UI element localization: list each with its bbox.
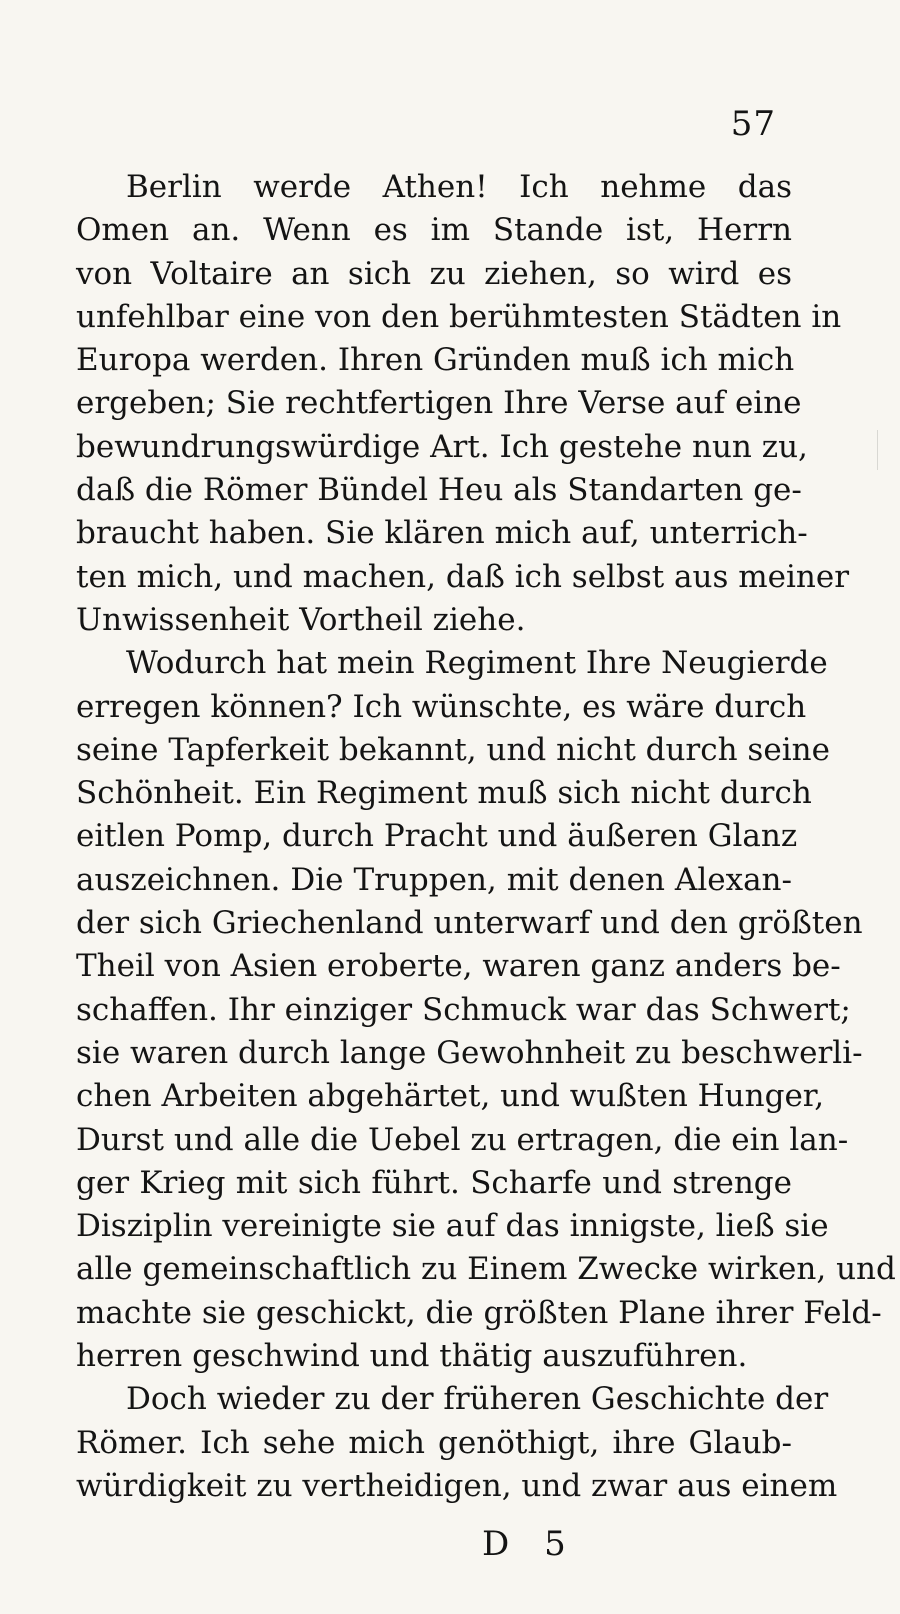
text-line: von Voltaire an sich zu ziehen, so wird es: [76, 255, 792, 292]
text-line: Römer. Ich sehe mich genöthigt, ihre Glaub-: [76, 1424, 792, 1461]
text-line: der sich Griechenland unterwarf und den größten: [76, 905, 863, 942]
text-line: würdigkeit zu vertheidigen, und zwar aus einem: [76, 1467, 838, 1504]
text-line: erregen können? Ich wünschte, es wäre durch: [76, 688, 807, 725]
page-text-block: [76, 166, 896, 1508]
text-line: braucht haben. Sie klären mich auf, unterrich-: [76, 515, 808, 552]
text-line: daß die Römer Bündel Heu als Standarten ge-: [76, 472, 802, 509]
signature-mark: D 5: [482, 1524, 578, 1564]
text-line: Wodurch hat mein Regiment Ihre Neugierde: [126, 645, 828, 682]
text-line: chen Arbeiten abgehärtet, und wußten Hunger,: [76, 1078, 825, 1115]
text-line: Durst und alle die Uebel zu ertragen, die ein lan-: [76, 1121, 849, 1158]
text-line: Disziplin vereinigte sie auf das innigste, ließ sie: [76, 1208, 829, 1245]
text-line: schaffen. Ihr einziger Schmuck war das Schwert;: [76, 991, 851, 1028]
text-line: Theil von Asien eroberte, waren ganz anders be-: [76, 948, 841, 985]
text-line: Europa werden. Ihren Gründen muß ich mich: [76, 342, 795, 379]
text-line: eitlen Pomp, durch Pracht und äußeren Glanz: [76, 818, 798, 855]
text-line: Doch wieder zu der früheren Geschichte der: [126, 1381, 829, 1418]
text-line: machte sie geschickt, die größten Plane ihrer Feld-: [76, 1294, 882, 1331]
text-line: alle gemeinschaftlich zu Einem Zwecke wirken, und: [76, 1251, 896, 1288]
text-line: unfehlbar eine von den berühmtesten Städten in: [76, 298, 842, 335]
text-line: sie waren durch lange Gewohnheit zu beschwerli-: [76, 1034, 863, 1071]
text-line: ergeben; Sie rechtfertigen Ihre Verse auf eine: [76, 385, 802, 422]
text-line: Schönheit. Ein Regiment muß sich nicht durch: [76, 775, 812, 812]
text-line: Berlin werde Athen! Ich nehme das: [126, 169, 792, 205]
text-line: herren geschwind und thätig auszuführen.: [76, 1338, 748, 1375]
text-line: ger Krieg mit sich führt. Scharfe und strenge: [76, 1164, 792, 1201]
text-line: seine Tapferkeit bekannt, und nicht durch seine: [76, 731, 830, 768]
text-line: auszeichnen. Die Truppen, mit denen Alexan-: [76, 861, 792, 898]
text-line: ten mich, und machen, daß ich selbst aus meiner: [76, 558, 850, 595]
page-number: 57: [730, 104, 776, 144]
text-line: Unwissenheit Vortheil ziehe.: [76, 601, 526, 638]
page-edge-mark: [877, 430, 878, 470]
text-line: bewundrungswürdige Art. Ich gestehe nun zu,: [76, 428, 808, 465]
text-line: Omen an. Wenn es im Stande ist, Herrn: [76, 212, 792, 249]
